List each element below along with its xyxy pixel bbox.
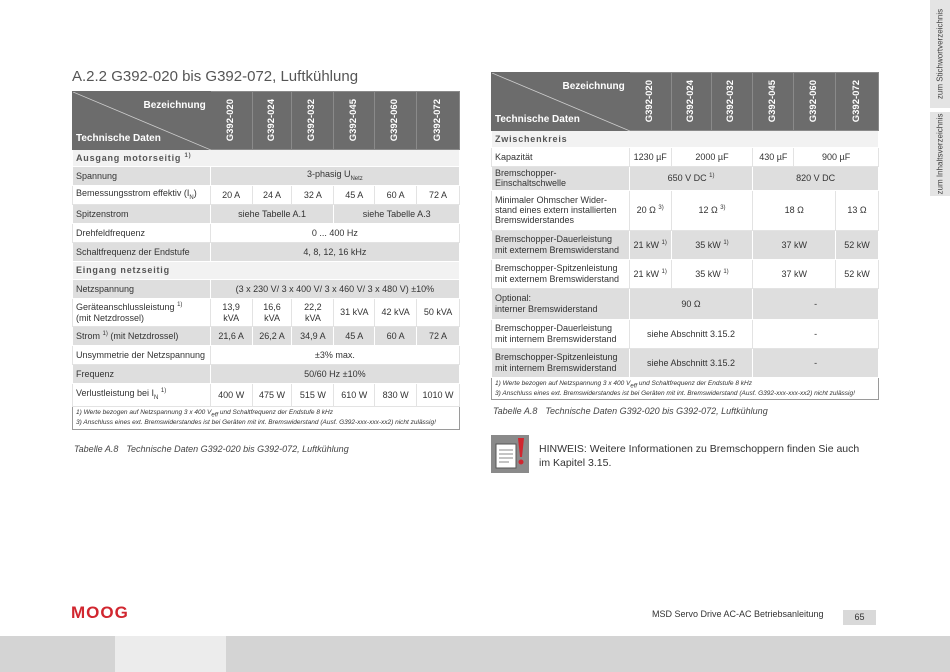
model-header: G392-060 (794, 73, 836, 131)
row-label-drehfeld: Drehfeldfrequenz (73, 224, 211, 243)
section-zwischenkreis: Zwischenkreis (492, 131, 879, 148)
model-header: G392-072 (836, 73, 879, 131)
cell-value: 24 A (252, 186, 292, 205)
cell-value: 32 A (292, 186, 334, 205)
bottom-tab (115, 636, 226, 672)
cell-value: 13,9 kVA (210, 299, 252, 327)
cell-value: 37 kW (753, 230, 836, 259)
footer-document-title: MSD Servo Drive AC-AC Betriebsanleitung (652, 609, 824, 619)
side-navigation (930, 0, 950, 672)
row-label-unsymmetrie: Unsymmetrie der Netzspannung (73, 346, 211, 365)
model-header: G392-020 (210, 92, 252, 150)
cell-value: 50 kVA (417, 299, 460, 327)
cell-value: 42 kVA (375, 299, 417, 327)
cell-spitzen-1: siehe Tabelle A.1 (210, 205, 334, 224)
left-table-caption: Tabelle A.8 Technische Daten G392-020 bis G392-072, Luftkühlung (74, 444, 349, 454)
row-label-spitze-intern: Bremschopper-Spitzenleistung mit internem Bremswiderstand (492, 348, 630, 377)
row-label-geraeteanschluss: Geräteanschlussleistung $^{1)}$ (mit Netzdrossel) (73, 299, 211, 327)
cell-value: 35 kW $^{1)}$ (671, 259, 753, 288)
cell-value: 400 W (210, 384, 252, 407)
model-header: G392-024 (252, 92, 292, 150)
cell-value: 430 µF (753, 148, 794, 167)
cell-value: 515 W (292, 384, 334, 407)
cell-value: 16,6 kVA (252, 299, 292, 327)
header-bezeichnung: Bezeichnung (562, 81, 625, 92)
row-label-dauer-extern: Bremschopper-Dauerleistung mit externem Bremswiderstand (492, 230, 630, 259)
row-label-bemessungsstrom: Bemessungsstrom effektiv $(I_N)$ (73, 186, 211, 205)
row-label-schaltfrequenz: Schaltfrequenz der Endstufe (73, 243, 211, 262)
cell-value: 475 W (252, 384, 292, 407)
moog-logo (71, 604, 153, 620)
cell-value: 45 A (334, 186, 375, 205)
cell-value: 72 A (417, 186, 460, 205)
section-heading: A.2.2 G392-020 bis G392-072, Luftkühlung (72, 68, 359, 85)
row-label-spannung: Spannung (73, 167, 211, 186)
row-label-spitze-extern: Bremschopper-Spitzenleistung mit externem Bremswiderstand (492, 259, 630, 288)
model-header: G392-032 (292, 92, 334, 150)
cell-value: 21 kW $^{1)}$ (629, 230, 671, 259)
left-spec-table (72, 91, 460, 430)
cell-value: 1230 µF (629, 148, 671, 167)
cell-value: 21 kW $^{1)}$ (629, 259, 671, 288)
page-number: 65 (843, 610, 876, 625)
cell-value: 35 kW $^{1)}$ (671, 230, 753, 259)
row-label-strom: Strom $^{1)}$ (mit Netzdrossel) (73, 327, 211, 346)
cell-frequenz: 50/60 Hz ±10% (210, 365, 459, 384)
model-header: G392-020 (629, 73, 671, 131)
cell-value: 610 W (334, 384, 375, 407)
cell-spitze-intern-2: - (753, 348, 879, 377)
cell-value: 72 A (417, 327, 460, 346)
model-header: G392-045 (753, 73, 794, 131)
cell-dauer-intern-1: siehe Abschnitt 3.15.2 (629, 319, 753, 348)
row-label-optional: Optional: interner Bremswiderstand (492, 288, 630, 319)
cell-einschalt-2: 820 V DC (753, 167, 879, 191)
header-technische-daten: Technische Daten (76, 132, 161, 144)
cell-drehfeld: 0 ... 400 Hz (210, 224, 459, 243)
cell-value: 45 A (334, 327, 375, 346)
model-header: G392-024 (671, 73, 711, 131)
model-header: G392-032 (711, 73, 753, 131)
cell-value: 1010 W (417, 384, 460, 407)
row-label-spitzenstrom: Spitzenstrom (73, 205, 211, 224)
table-header-corner (492, 73, 630, 131)
cell-value: 830 W (375, 384, 417, 407)
model-header: G392-072 (417, 92, 460, 150)
tab-stichwortverzeichnis[interactable]: zum Stichwortverzeichnis (930, 0, 950, 108)
cell-value: 12 Ω $^{3)}$ (671, 190, 753, 230)
model-header: G392-045 (334, 92, 375, 150)
cell-unsymmetrie: ±3% max. (210, 346, 459, 365)
cell-value: 13 Ω (836, 190, 879, 230)
cell-value: 52 kW (836, 230, 879, 259)
cell-value: 34,9 A (292, 327, 334, 346)
header-bezeichnung: Bezeichnung (143, 100, 206, 111)
cell-spitzen-2: siehe Tabelle A.3 (334, 205, 460, 224)
section-eingang: Eingang netzseitig (73, 262, 460, 280)
cell-value: 52 kW (836, 259, 879, 288)
table-footnotes: 1) Werte bezogen auf Netzspannung 3 x 400 $V_{eff}$ und Schaltfrequenz der Endstufe 8 kHz 3) Anschluss eines ext. Bremswiderstandes ist bei Geräten mit int. Bremswiderstand (Ausf. G392-xxx-xxx-xx2) nicht zulässig! (492, 377, 879, 400)
row-label-kapazitaet: Kapazität (492, 148, 630, 167)
row-label-dauer-intern: Bremschopper-Dauerleistung mit internem Bremswiderstand (492, 319, 630, 348)
cell-spannung: 3-phasig $U_{Netz}$ (210, 167, 459, 186)
right-table-caption: Tabelle A.8 Technische Daten G392-020 bis G392-072, Luftkühlung (493, 406, 768, 416)
cell-value: 37 kW (753, 259, 836, 288)
cell-value: 20 Ω $^{3)}$ (629, 190, 671, 230)
note-text: HINWEIS: Weitere Informationen zu Bremschoppern finden Sie auch im Kapitel 3.15. (539, 443, 860, 469)
header-technische-daten: Technische Daten (495, 113, 580, 125)
cell-optional-2: - (753, 288, 879, 319)
cell-value: 900 µF (794, 148, 879, 167)
right-spec-table (491, 72, 879, 400)
row-label-min-widerstand: Minimaler Ohmscher Wider- stand eines extern installierten Bremswiderstandes (492, 190, 630, 230)
cell-einschalt-1: 650 V DC $^{1)}$ (629, 167, 753, 191)
cell-netzspannung: (3 x 230 V/ 3 x 400 V/ 3 x 460 V/ 3 x 480 V) ±10% (210, 280, 459, 299)
cell-value: 18 Ω (753, 190, 836, 230)
cell-value: 20 A (210, 186, 252, 205)
warning-note-icon (491, 435, 529, 473)
cell-value: 31 kVA (334, 299, 375, 327)
row-label-netzspannung: Netzspannung (73, 280, 211, 299)
section-ausgang: Ausgang motorseitig $^{1)}$ (73, 150, 460, 167)
row-label-einschaltschwelle: Bremschopper-Einschaltschwelle (492, 167, 630, 191)
cell-value: 2000 µF (671, 148, 753, 167)
cell-value: 22,2 kVA (292, 299, 334, 327)
svg-text:MOOG: MOOG (71, 604, 129, 620)
cell-value: 21,6 A (210, 327, 252, 346)
table-header-corner (73, 92, 211, 150)
table-footnotes: 1) Werte bezogen auf Netzspannung 3 x 400 $V_{eff}$ und Schaltfrequenz der Endstufe 8 kHz 3) Anschluss eines ext. Bremswiderstandes ist bei Geräten mit int. Bremswiderstand (Ausf. G392-xxx-xxx-xx2) nicht zulässig! (73, 407, 460, 430)
cell-value: 60 A (375, 186, 417, 205)
cell-spitze-intern-1: siehe Abschnitt 3.15.2 (629, 348, 753, 377)
cell-dauer-intern-2: - (753, 319, 879, 348)
cell-optional-1: 90 Ω (629, 288, 753, 319)
model-header: G392-060 (375, 92, 417, 150)
cell-value: 60 A (375, 327, 417, 346)
row-label-verlustleistung: Verlustleistung bei $I_N$ $^{1)}$ (73, 384, 211, 407)
cell-value: 26,2 A (252, 327, 292, 346)
cell-schaltfrequenz: 4, 8, 12, 16 kHz (210, 243, 459, 262)
tab-inhaltsverzeichnis[interactable]: zum Inhaltsverzeichnis (930, 112, 950, 196)
row-label-frequenz: Frequenz (73, 365, 211, 384)
